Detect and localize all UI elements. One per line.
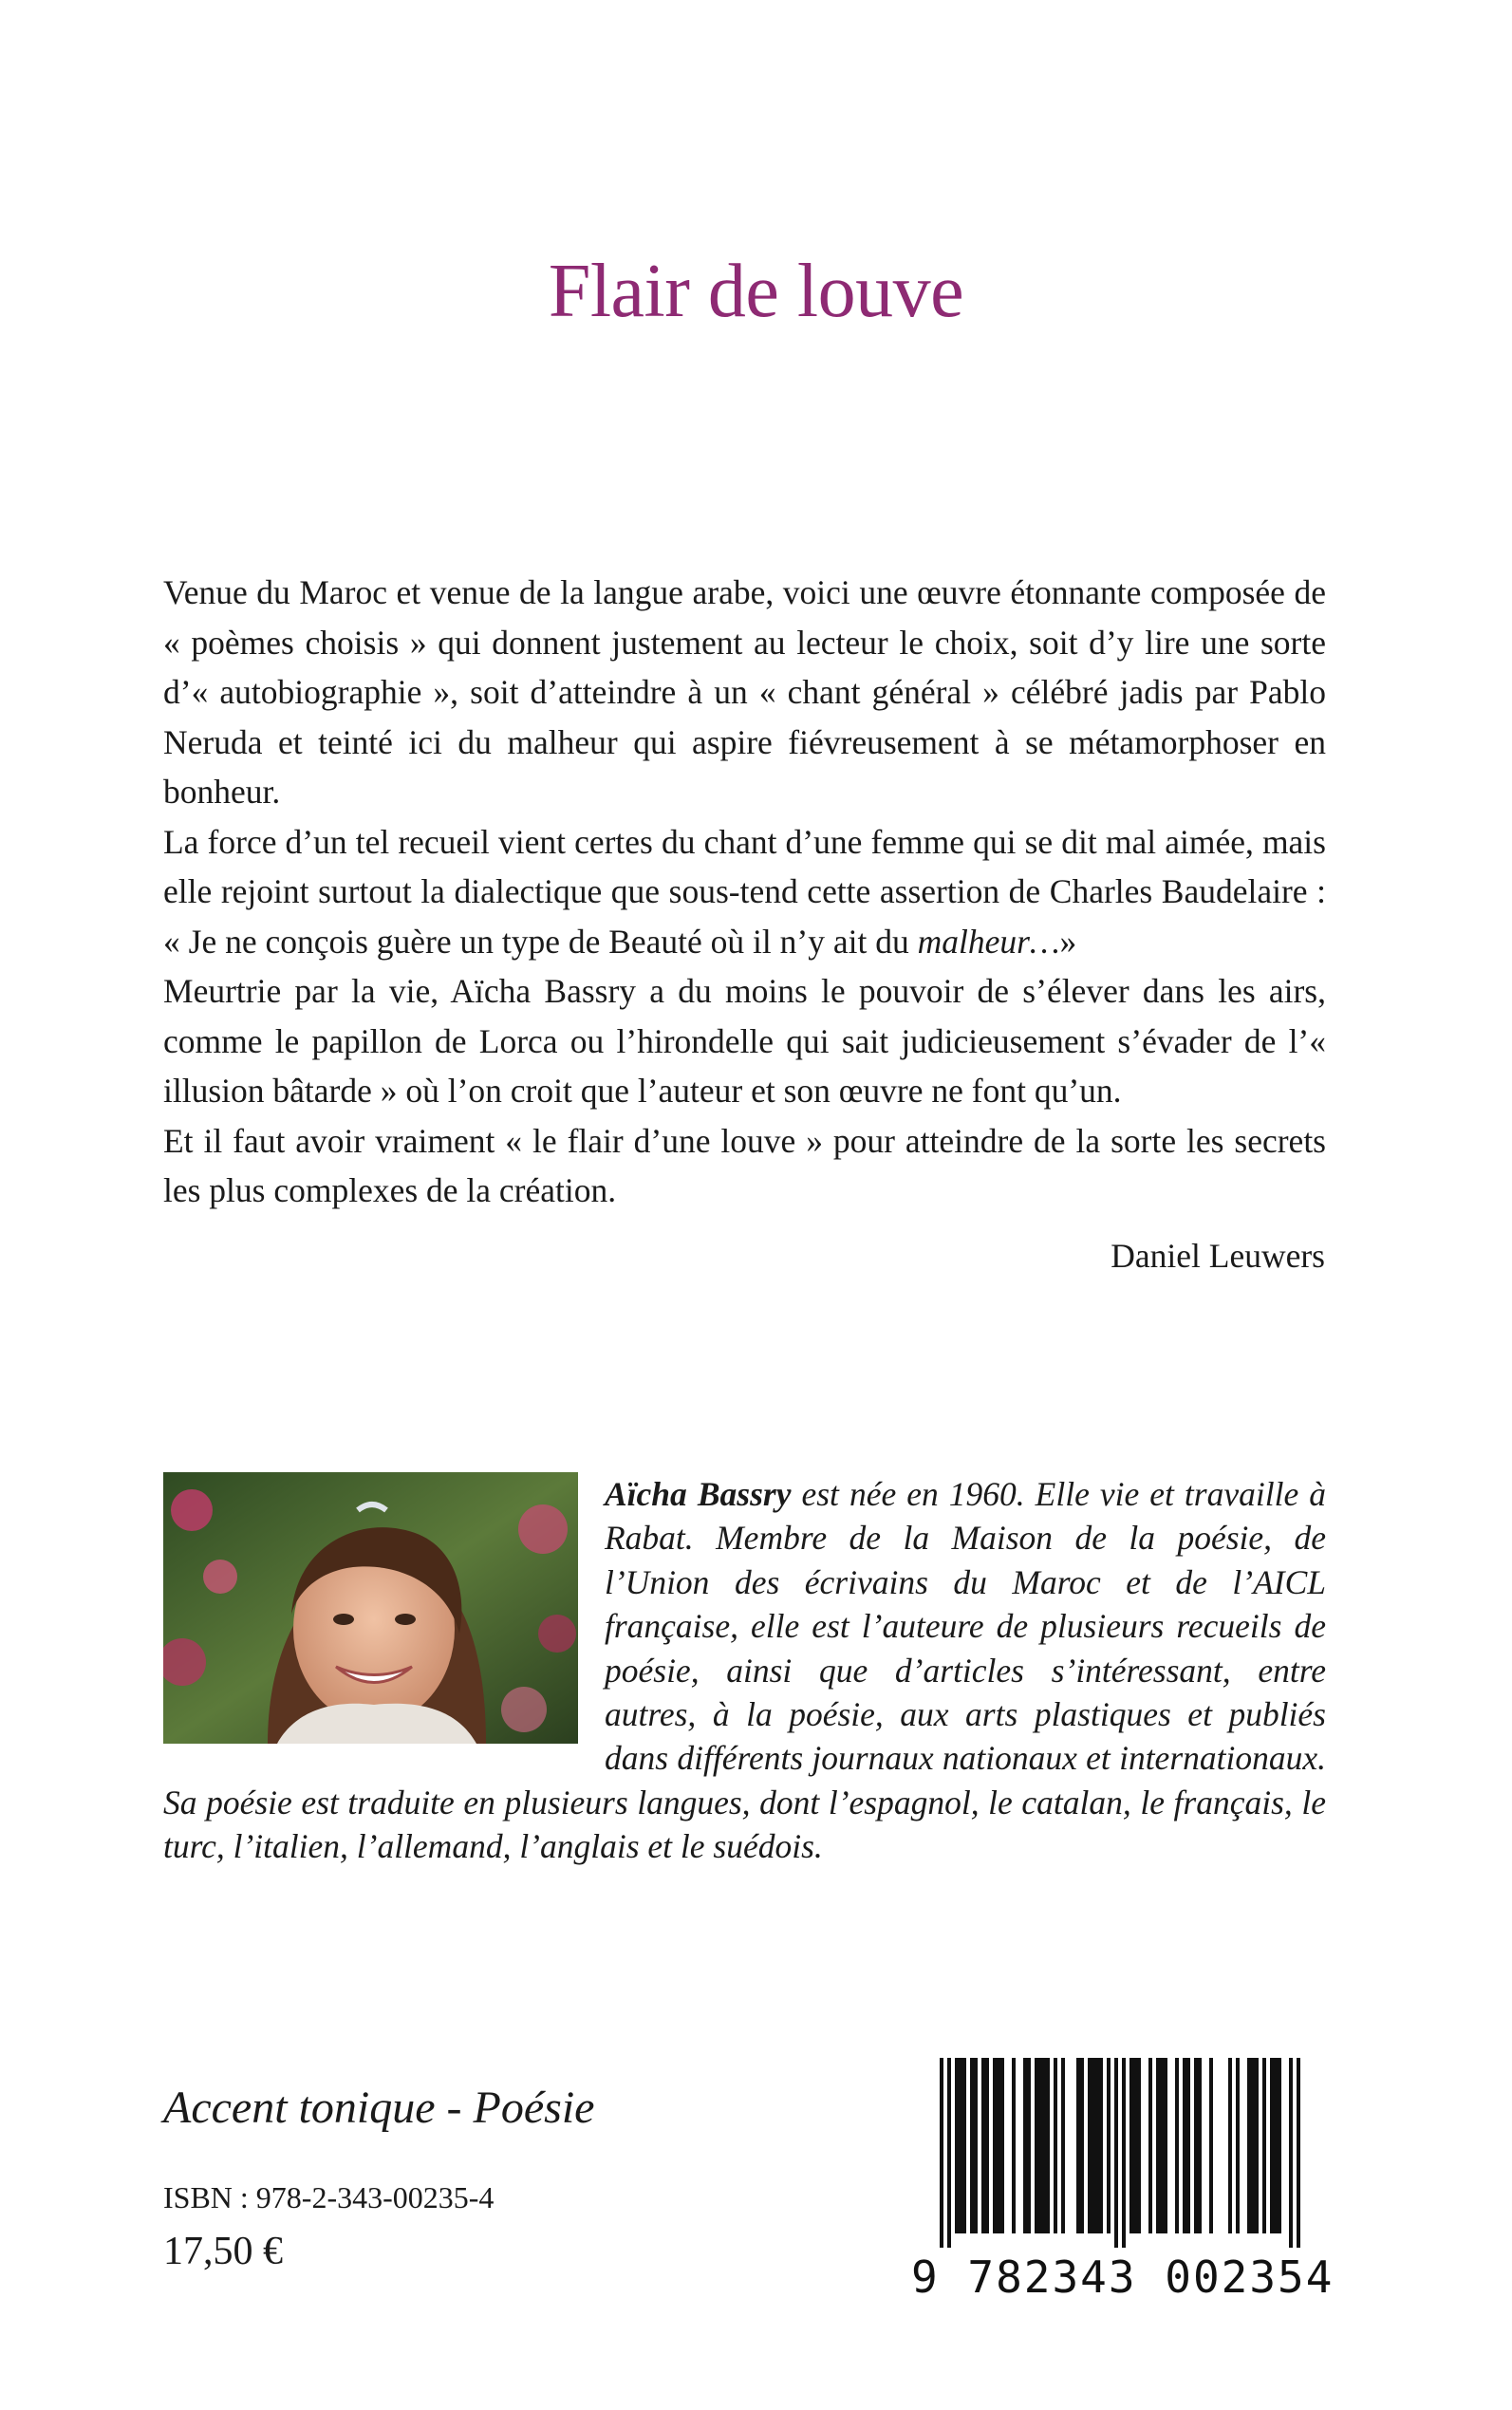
barcode-bars (911, 2058, 1329, 2248)
book-title: Flair de louve (548, 250, 964, 333)
price-tag: 17,50 € (163, 2230, 283, 2273)
barcode-bar (1175, 2058, 1179, 2233)
barcode-bar (1247, 2058, 1259, 2233)
barcode-bar (1156, 2058, 1167, 2233)
barcode-bar (947, 2058, 951, 2248)
blurb-quote-italic: malheur… (917, 922, 1060, 961)
blurb-paragraph-text: La force d’un tel recueil vient certes du chant d’une femme qui se dit mal aimée, mais elle rejoint surtout la dialectique que sous-tend cette assertion de Charles Baudelaire : « Je ne conçois guère un type de Beauté où il n’y ait du (163, 822, 1326, 961)
barcode-bar (1148, 2058, 1152, 2233)
barcode-bar (1114, 2058, 1118, 2248)
blurb-paragraph (163, 817, 1326, 967)
barcode-bar (1297, 2058, 1300, 2248)
barcode-bar (1209, 2058, 1213, 2233)
author-bio (163, 1472, 1326, 1869)
author-name: Aïcha Bassry (605, 1475, 792, 1513)
barcode-bar (1194, 2058, 1202, 2233)
barcode-bar (1054, 2058, 1057, 2233)
back-cover-blurb (163, 568, 1326, 1216)
barcode-bar (1023, 2058, 1031, 2233)
barcode-bar (1061, 2058, 1065, 2233)
collection-name: Accent tonique - Poésie (163, 2083, 595, 2133)
barcode-bar (1289, 2058, 1293, 2248)
barcode-digits: 9 782343 002354 (911, 2251, 1335, 2303)
barcode-bar (1012, 2058, 1016, 2233)
author-bio-body: est née en 1960. Elle vie et travaille à Rabat. Membre de la Maison de la poésie, de l’Union des écrivains du Maroc et de l’AICL française, elle est l’auteure de plusieurs recueils de poésie, ainsi que d’articles s’intéressant, entre autres, à la poésie, aux arts plastiques et publiés dans différents journaux nationaux et internationaux. Sa poésie est traduite en plusieurs langues, dont l’espagnol, le catalan, le français, le turc, l’italien, l’allemand, l’anglais et le suédois. (163, 1475, 1326, 1866)
barcode-bar (1262, 2058, 1266, 2233)
barcode-bar (981, 2058, 989, 2233)
barcode-bar (1107, 2058, 1111, 2233)
blurb-quote-close: » (1059, 922, 1077, 961)
barcode-bar (1236, 2058, 1240, 2233)
barcode-bar (1076, 2058, 1084, 2233)
barcode (911, 2058, 1335, 2305)
isbn-number: ISBN : 978-2-343-00235-4 (163, 2180, 495, 2214)
blurb-paragraph: Et il faut avoir vraiment « le flair d’une louve » pour atteindre de la sorte les secrets les plus complexes de la création. (163, 1121, 1326, 1209)
blurb-author-signature: Daniel Leuwers (1111, 1237, 1325, 1275)
photo-float-spacer (163, 1472, 605, 1762)
blurb-paragraph: Venue du Maroc et venue de la langue arabe, voici une œuvre étonnante composée de « poèmes choisis » qui donnent justement au lecteur le choix, soit d’y lire une sorte d’« autobiographie », soit d’atteindre à un « chant général » célébré jadis par Pablo Neruda et teinté ici du malheur qui aspire fiévreusement à se métamorphoser en bonheur. (163, 573, 1326, 811)
barcode-bar (970, 2058, 978, 2233)
barcode-bar (1122, 2058, 1126, 2248)
barcode-bar (1088, 2058, 1103, 2233)
barcode-bar (1129, 2058, 1141, 2233)
barcode-bar (993, 2058, 1004, 2233)
blurb-paragraph: Meurtrie par la vie, Aïcha Bassry a du moins le pouvoir de s’élever dans les airs, comme le papillon de Lorca ou l’hirondelle qui sait judicieusement s’évader de l’« illusion bâtarde » où l’on croit que l’auteur et son œuvre ne font qu’un. (163, 972, 1326, 1110)
barcode-bar (1270, 2058, 1281, 2233)
barcode-bar (1035, 2058, 1050, 2233)
barcode-bar (940, 2058, 943, 2248)
barcode-bar (1228, 2058, 1232, 2233)
barcode-bar (1183, 2058, 1190, 2233)
barcode-bar (955, 2058, 966, 2233)
